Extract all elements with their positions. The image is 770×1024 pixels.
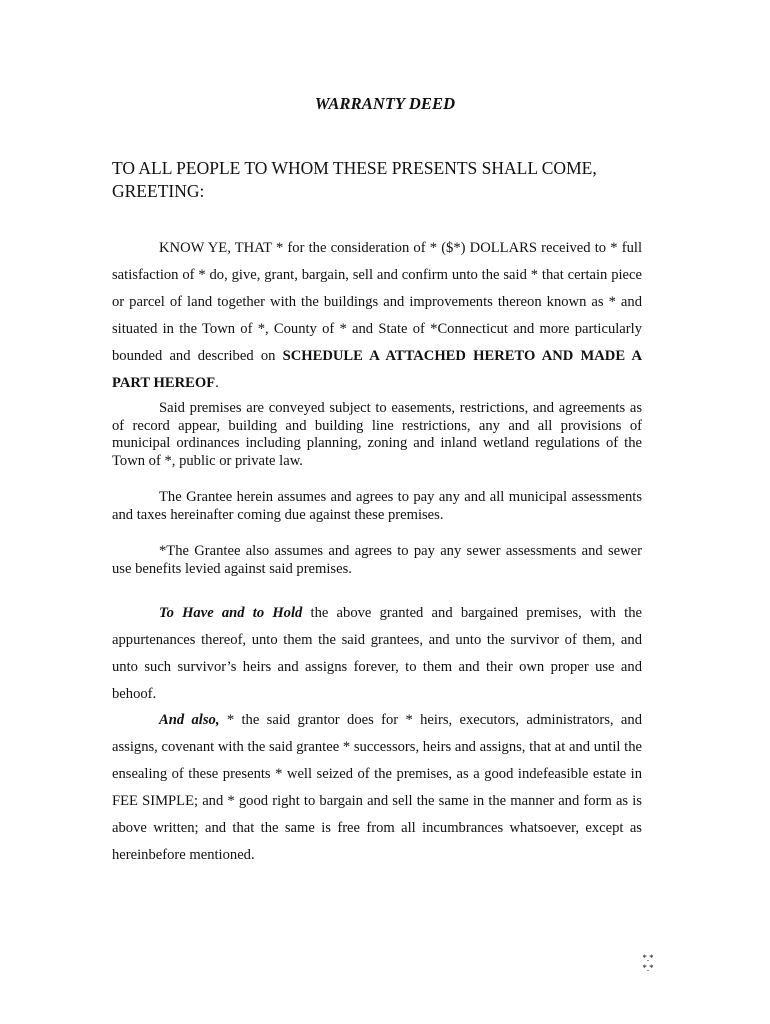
page-marks [640, 953, 656, 973]
know-ye-end: . [215, 375, 219, 391]
habendum-lead: To Have and to Hold [159, 605, 303, 621]
grantee-assumes-paragraph: The Grantee herein assumes and agrees to pay any and all municipal assessments and taxes hereinafter coming due against these premises. [112, 489, 642, 523]
greeting-heading: TO ALL PEOPLE TO WHOM THESE PRESENTS SHALL COME, GREETING: [112, 158, 597, 201]
covenant-text: * the said grantor does for * heirs, executors, administrators, and assigns, covenant with the said grantee * successors, heirs and assigns, that at and until the ensealing of these presents * well seized of the premises, as a good indefeasible estate in FEE SIMPLE; and * good right to bargain and sell the same in the manner and form as is above written; and that the same is free from all incumbrances whatsoever, except as hereinbefore mentioned. [112, 712, 642, 863]
know-ye-paragraph [112, 235, 642, 397]
habendum-text: the above granted and bargained premises, with the appurtenances thereof, unto them the said grantees, and unto the survivor of them, and unto such survivor’s heirs and assigns forever, to them and their own proper use and behoof. [112, 605, 642, 702]
page-mark: *.* [642, 963, 654, 973]
know-ye-text: KNOW YE, THAT * for the consideration of * ($*) DOLLARS received to * full satisfaction of * do, give, grant, bargain, sell and confirm unto the said * that certain piece or parcel of land together with the buildings and improvements thereon known as * and situated in the Town of *, County of * and State of *Connecticut and more particularly bounded and described on [112, 240, 642, 364]
schedule-a-reference: SCHEDULE A ATTACHED HERETO AND MADE A PART HEREOF [112, 348, 643, 391]
covenant-paragraph [112, 707, 642, 869]
premises-conveyed-paragraph: Said premises are conveyed subject to easements, restrictions, and agreements as of record appear, building and building line restrictions, any and all provisions of municipal ordinances including planning, zoning and inland wetland regulations of the Town of *, public or private law. [112, 400, 642, 469]
page-mark: *.* [642, 953, 654, 963]
habendum-paragraph [112, 600, 642, 708]
sewer-assessment-paragraph: *The Grantee also assumes and agrees to pay any sewer assessments and sewer use benefits levied against said premises. [112, 543, 642, 577]
document-title: WARRANTY DEED [314, 94, 456, 113]
covenant-lead: And also, [159, 712, 220, 728]
